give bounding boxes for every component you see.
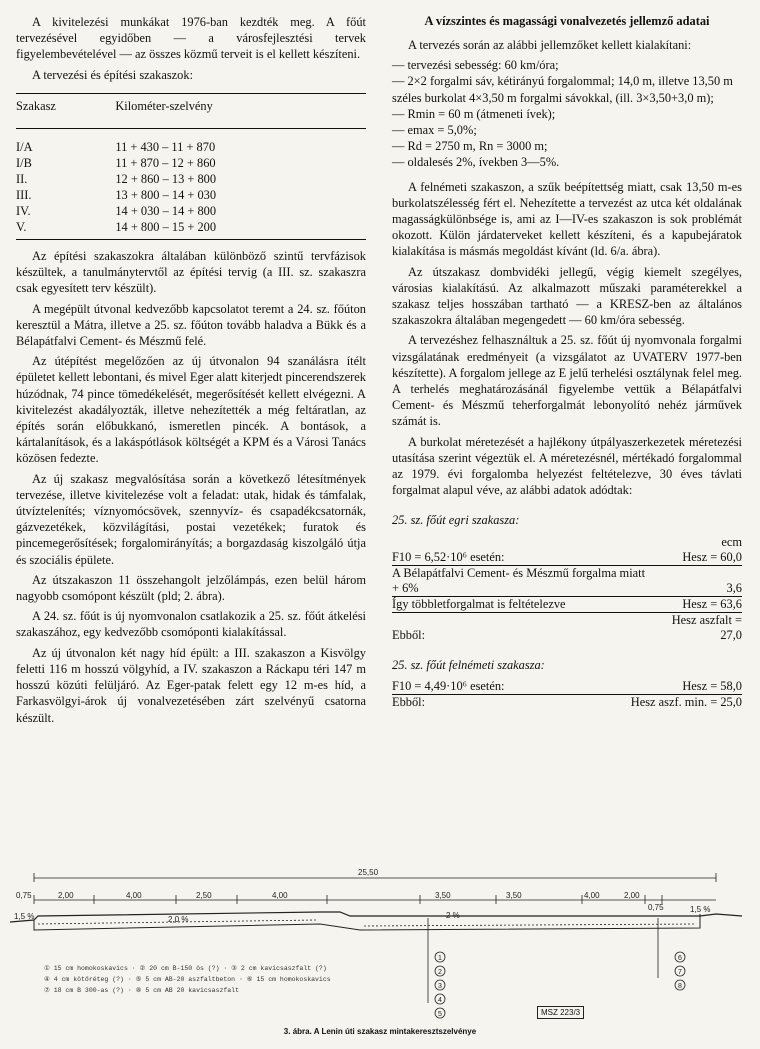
section-title: A vízszintes és magassági vonalvezetés jellemző adatai bbox=[424, 14, 710, 28]
calc2-heading: 25. sz. főút felnémeti szakasza: bbox=[392, 657, 545, 672]
calc-value: 3,6 bbox=[654, 565, 742, 596]
body-paragraph: Az útszakasz dombvidéki jellegű, végig kiemelt szegélyes, városias kialakítású. Az alkalmazott műszaki paraméterekkel a szakasz teljes hosszában tartható — a KRESZ-ben az általános szakaszokra általában megengedett — 60 km/óra sebesség. bbox=[392, 264, 742, 328]
dim-left-label: 0,75 bbox=[16, 891, 32, 900]
body-paragraph: A felnémeti szakaszon, a szűk beépítettség miatt, csak 13,50 m-es burkolatszélesség fért el. Nehezítette a tervezést az utca két oldalának magasságkülönbsége is, ami az I—IV-es szakaszon is sok problémát okozott. Külön járdaterveket kellett készíteni, és a kapubejáratok kialakítása is másmás megoldást kívánt (ld. 6/a. ábra). bbox=[392, 179, 742, 259]
body-paragraph: A 24. sz. főút is új nyomvonalon csatlakozik a 25. sz. főút átkelési szakaszához, egy kedvezőbb csomóponti kialakítással. bbox=[16, 609, 366, 640]
layer-marker: 2 bbox=[438, 969, 442, 976]
dim-label: 3,50 bbox=[435, 891, 451, 900]
body-paragraph: A megépült útvonal kedvezőbb kapcsolatot teremt a 24. sz. főúton keresztül a Mátra, illetve a 25. sz. főúton tovább haladva a Bükk és a Bélapátfalvi Cement- és Mészmű felé. bbox=[16, 301, 366, 349]
section-cell: IV. bbox=[16, 204, 31, 219]
section-cell: I/A bbox=[16, 140, 33, 155]
dim-label: 4,00 bbox=[584, 891, 600, 900]
legend-line: ⑦ 18 cm B 300-as (?) · ⑧ 5 cm AB 20 kavicsaszfalt bbox=[44, 987, 239, 994]
spec-item: — tervezési sebesség: 60 km/óra; bbox=[392, 58, 559, 73]
standard-stamp: MSZ 223/3 bbox=[537, 1006, 584, 1019]
layer-marker: 6 bbox=[678, 955, 682, 962]
layer-marker: 5 bbox=[438, 1011, 442, 1018]
figure-caption: 3. ábra. A Lenin úti szakasz mintakeresztszelvénye bbox=[283, 1027, 477, 1036]
spec-item: — Rd = 2750 m, Rn = 3000 m; bbox=[392, 139, 548, 154]
dim-label: 2,50 bbox=[196, 891, 212, 900]
km-cell: 14 + 030 – 14 + 800 bbox=[115, 204, 217, 219]
cross-section-figure bbox=[0, 868, 760, 1049]
calc-unit: ecm bbox=[721, 534, 742, 549]
table-header-km: Kilométer-szelvény bbox=[115, 93, 366, 128]
calc-value: Hesz = 58,0 bbox=[568, 679, 742, 695]
spec-item: — Rmin = 60 m (átmeneti ívek); bbox=[392, 106, 556, 121]
slope-label: 2,0 % bbox=[168, 915, 189, 924]
dim-label: 0,75 bbox=[648, 903, 664, 912]
km-cell: 11 + 870 – 12 + 860 bbox=[115, 156, 216, 171]
table-header-section: Szakasz bbox=[16, 93, 115, 128]
specs-lead: A tervezés során az alábbi jellemzőket kellett kialakítani: bbox=[408, 38, 692, 52]
legend-line: ① 15 cm homokoskavics · ② 20 cm B-150 ös (?) · ③ 2 cm kavicsaszfalt (?) bbox=[44, 965, 327, 972]
spec-item: — emax = 5,0%; bbox=[392, 123, 477, 138]
body-paragraph: Az új útvonalon két nagy híd épült: a III. szakaszon a Kisvölgy feletti 116 m hosszú völgyhíd, a IV. szakaszon a Ráckapu téri 147 m hosszú közúti felüljáró. Az Eger-patak felett egy 12 m-es híd, a Farkasvölgyi-árok új vonalvezetésében zárt szelvényű csatorna készült. bbox=[16, 645, 366, 725]
calc1-heading: 25. sz. főút egri szakasza: bbox=[392, 513, 520, 528]
spec-item: — oldalesés 2%, ívekben 3—5%. bbox=[392, 155, 560, 170]
left-column bbox=[16, 14, 366, 730]
layer-marker: 8 bbox=[678, 983, 682, 990]
body-paragraph: Az új szakasz megvalósítása során a következő létesítmények tervezése, illetve kivitelezése volt a feladat: utak, hidak és támfalak, útvíztelenítés; víznyomócsövek, szennyvíz- és csapadékcsatornák, gázvezetékek, közvilágítási, postai vezetékek; furatok és pincemegerősítések; forgalomirányítás; a borgazdaság kiszolgáló útja és szociális épülete. bbox=[16, 471, 366, 567]
calc-label: A Bélapátfalvi Cement- és Mészmű forgalma miatt + 6% bbox=[392, 565, 654, 596]
layer-marker: 4 bbox=[438, 997, 442, 1004]
section-cell: II. bbox=[16, 172, 28, 187]
table-row bbox=[16, 155, 366, 171]
table-row bbox=[16, 219, 366, 240]
calc2-table bbox=[392, 679, 742, 710]
table-row bbox=[16, 203, 366, 219]
right-column bbox=[392, 14, 742, 710]
dim-label: 4,00 bbox=[126, 891, 142, 900]
section-cell: V. bbox=[16, 220, 27, 235]
calc-value: Hesz = 63,6 bbox=[654, 596, 742, 612]
km-cell: 14 + 800 – 15 + 200 bbox=[115, 220, 217, 235]
dim-label: 2,00 bbox=[58, 891, 74, 900]
segments-lead: A tervezési és építési szakaszok: bbox=[32, 67, 194, 82]
dim-label: 3,50 bbox=[506, 891, 522, 900]
total-width-label: 25,50 bbox=[358, 868, 379, 877]
body-paragraph: A tervezéshez felhasználtuk a 25. sz. főút új nyomvonala forgalmi vizsgálatának eredményeit (a vizsgálatot az UVATERV 1977-ben készítette). A forgalom jellege az E jelű terhelési osztálynak felel meg. A terhelés meghatározásánál figyelembe vettük a Bélapátfalvi Cement- és Mészmű teherforgalmát lebonyolító nehéz járművek számát is. bbox=[392, 333, 742, 429]
intro-paragraph: A kivitelezési munkákat 1976-ban kezdték meg. A főút tervezésével egyidőben — a városfejlesztési tervek figyelembevételével — az összes közmű terveit is el kellett készíteni. bbox=[16, 15, 366, 62]
figure-legend bbox=[44, 963, 424, 996]
segments-table bbox=[16, 93, 366, 240]
layer-marker: 7 bbox=[678, 969, 682, 976]
calc-label: Ebből: bbox=[392, 694, 426, 709]
calc-label: F10 = 4,49·10⁶ esetén: bbox=[392, 679, 568, 695]
calc-value: Hesz aszfalt = 27,0 bbox=[671, 612, 742, 642]
body-paragraph: A burkolat méretezését a hajlékony útpályaszerkezetek méretezési utasítása szerint végeztük el. A méretezésnél, mértékadó forgalommal az 1979. évi forgalomba helyezést feltételezve, 30 éves távlati forgalmat alapul véve, az alábbi adatok adódtak: bbox=[392, 434, 742, 498]
specs-list bbox=[392, 57, 742, 170]
calc-label: Ebből: bbox=[392, 627, 426, 642]
dim-label: 4,00 bbox=[272, 891, 288, 900]
body-paragraph: Az útszakaszon 11 összehangolt jelzőlámpás, ezen belül három nagyobb csomópont készült (pld; 2. ábra). bbox=[16, 572, 366, 604]
layer-marker: 3 bbox=[438, 983, 442, 990]
section-cell: I/B bbox=[16, 156, 32, 171]
km-cell: 13 + 800 – 14 + 030 bbox=[115, 188, 217, 203]
body-paragraph: Az építési szakaszokra általában különböző szintű tervfázisok készültek, a tanulmánytervtől az építési tervig (a III. sz. szakaszra csak egyesített terv készült). bbox=[16, 249, 366, 296]
body-paragraph: Az útépítést megelőzően az új útvonalon 94 szanálásra ítélt épületet kellett lebontani, és mivel Eger alatt kiterjedt pincerendszerek húzódnak, 74 pince tömedékelését, megerősítését kellett elvégezni. A kivitelezést akadályozták, illetve nehezítették a még feltáratlan, az építés során előbukkanó, ismeretlen pincék. A bontások, a kártalanítások, és a lakáspótlások költségét a KPM és a Városi Tanács közösen fedezte. bbox=[16, 354, 366, 466]
table-row bbox=[16, 187, 366, 203]
slope-label: 1,5 % bbox=[14, 912, 35, 921]
section-cell: III. bbox=[16, 188, 32, 203]
slope-label: 1,5 % bbox=[690, 905, 711, 914]
calc-value: Hesz = 60,0 bbox=[654, 550, 742, 566]
calc-label: Így többletforgalmat is feltételezve bbox=[392, 596, 654, 612]
calc-value: Hesz aszf. min. = 25,0 bbox=[630, 694, 742, 709]
spec-item: — 2×2 forgalmi sáv, kétirányú forgalommal; 14,0 m, illetve 13,50 m széles burkolat 4×3,50 m forgalmi sávokkal, (ill. 3×3,50+3,0 m); bbox=[392, 74, 733, 105]
table-row bbox=[16, 129, 366, 156]
km-cell: 12 + 860 – 13 + 800 bbox=[115, 172, 217, 187]
km-cell: 11 + 430 – 11 + 870 bbox=[115, 140, 216, 155]
calc1-table bbox=[392, 535, 742, 643]
legend-line: ④ 4 cm kötőréteg (?) · ⑤ 5 cm AB-20 aszfaltbeton · ⑥ 15 cm homokoskavics bbox=[44, 976, 331, 983]
slope-label: 2 % bbox=[446, 911, 460, 920]
layer-marker: 1 bbox=[438, 955, 442, 962]
dim-label: 2,00 bbox=[624, 891, 640, 900]
table-row bbox=[16, 171, 366, 187]
calc-label: F10 = 6,52·10⁶ esetén: bbox=[392, 550, 654, 566]
